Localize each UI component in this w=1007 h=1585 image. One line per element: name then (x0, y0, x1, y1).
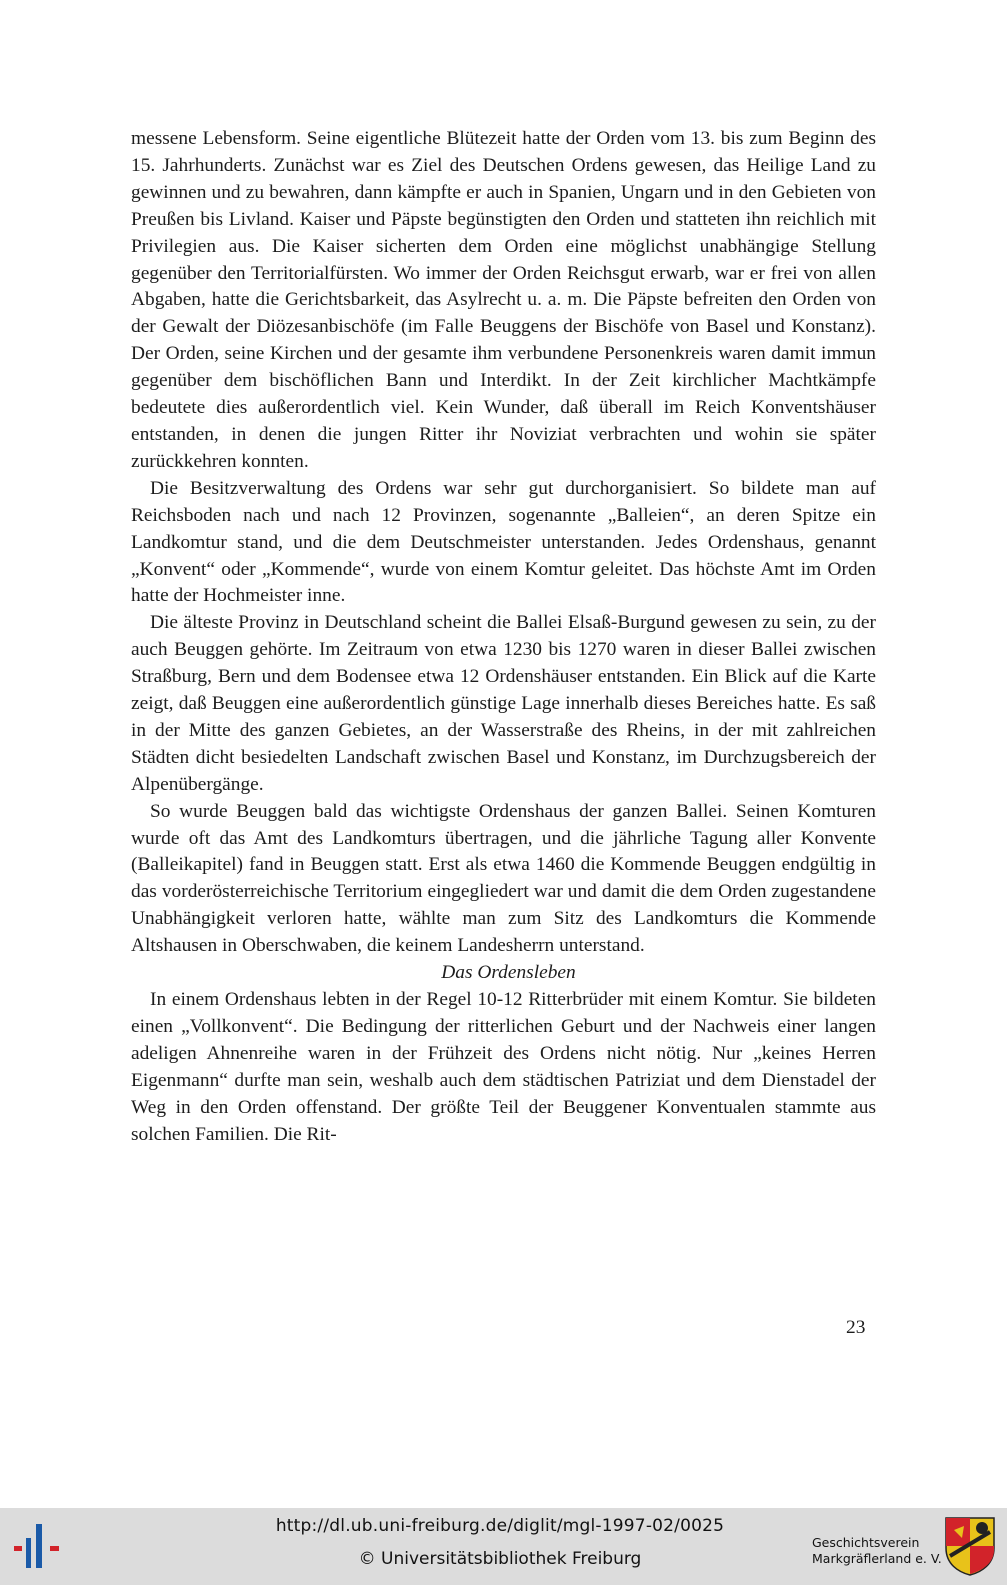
footer-copyright: © Universitätsbibliothek Freiburg (358, 1549, 642, 1569)
page-number: 23 (846, 1317, 866, 1338)
coat-of-arms-icon (944, 1516, 996, 1576)
society-line-1: Geschichtsverein (812, 1535, 920, 1550)
society-name (812, 1535, 942, 1567)
library-logo-icon (8, 1520, 64, 1572)
footer-url-link[interactable]: http://dl.ub.uni-freiburg.de/diglit/mgl-1997-02/0025 (275, 1516, 725, 1536)
section-heading: Das Ordensleben (441, 962, 576, 984)
section-paragraph: In einem Ordenshaus lebten in der Regel 10-12 Ritterbrüder mit einem Komtur. Sie bildeten einen „Vollkonvent“. Die Bedingung der ritterlichen Geburt und der Nachweis einer langen adeligen Ahnenreihe waren in der Frühzeit des Ordens nicht nötig. Nur „keines Herren Eigenmann“ durfte man sein, weshalb auch dem städtischen Patriziat und dem Dienstadel der Weg in den Orden offenstand. Der größte Teil der Beuggener Konventualen stammte aus solchen Familien. Die Rit- (131, 989, 876, 1145)
paragraph-3: Die älteste Provinz in Deutschland scheint die Ballei Elsaß-Burgund gewesen zu sein, zu der auch Beuggen gehörte. Im Zeitraum von etwa 1230 bis 1270 waren in dieser Ballei zwischen Straßburg, Bern und dem Bodensee etwa 12 Ordenshäuser entstanden. Ein Blick auf die Karte zeigt, daß Beuggen eine außerordentlich günstige Lage innerhalb dieses Bereiches hatte. Es saß in der Mitte des ganzen Gebietes, an der Wasserstraße des Rheins, in der mit zahlreichen Städten dicht besiedelten Landschaft zwischen Basel und Konstanz, im Durchzugsbereich der Alpenübergänge. (131, 612, 876, 795)
society-line-2: Markgräflerland e. V. (812, 1551, 942, 1566)
footer-bar (0, 1508, 1007, 1585)
paragraph-4: So wurde Beuggen bald das wichtigste Ordenshaus der ganzen Ballei. Seinen Komturen wurde oft das Amt des Landkomturs übertragen, und die jährliche Tagung aller Konvente (Balleikapitel) fand in Beuggen statt. Erst als etwa 1460 die Kommende Beuggen endgültig in das vorderösterreichische Territorium eingegliedert war und damit die dem Orden zugestandene Unabhängigkeit verloren hatte, wählte man zum Sitz des Landkomturs die Kommende Altshausen in Oberschwaben, die keinem Landesherrn unterstand. (131, 800, 876, 957)
paragraph-1: messene Lebensform. Seine eigentliche Blütezeit hatte der Orden vom 13. bis zum Beginn des 15. Jahrhunderts. Zunächst war es Ziel des Deutschen Ordens gewesen, das Heilige Land zu gewinnen und zu bewahren, dann kämpfte er auch in Spanien, Ungarn und in den Gebieten von Preußen bis Livland. Kaiser und Päpste begünstigten den Orden und statteten ihn reichlich mit Privilegien aus. Die Kaiser sicherten dem Orden eine möglichst unabhängige Stellung gegenüber den Territorialfürsten. Wo immer der Orden Reichsgut erwarb, war er frei von allen Abgaben, hatte die Gerichtsbarkeit, das Asylrecht u. a. m. Die Päpste befreiten den Orden von der Gewalt der Diözesanbischöfe (im Falle Beuggens der Bischöfe von Basel und Konstanz). Der Orden, seine Kirchen und der gesamte ihm verbundene Personenkreis waren damit immun gegenüber dem bischöflichen Bann und Interdikt. In der Zeit kirchlicher Machtkämpfe bedeutete dies außerordentlich viel. Kein Wunder, daß überall im Reich Konventshäuser entstanden, in denen die jungen Ritter ihr Noviziat verbrachten und wohin sie später zurückkehren konnten. (131, 128, 876, 472)
document-body (131, 126, 876, 1148)
paragraph-2: Die Besitzverwaltung des Ordens war sehr gut durchorganisiert. So bildete man auf Reichsboden nach und nach 12 Provinzen, sogenannte „Balleien“, an deren Spitze ein Landkomtur stand, und die dem Deutschmeister unterstanden. Jedes Ordenshaus, genannt „Konvent“ oder „Kommende“, wurde von einem Komtur geleitet. Das höchste Amt im Orden hatte der Hochmeister inne. (131, 477, 876, 607)
